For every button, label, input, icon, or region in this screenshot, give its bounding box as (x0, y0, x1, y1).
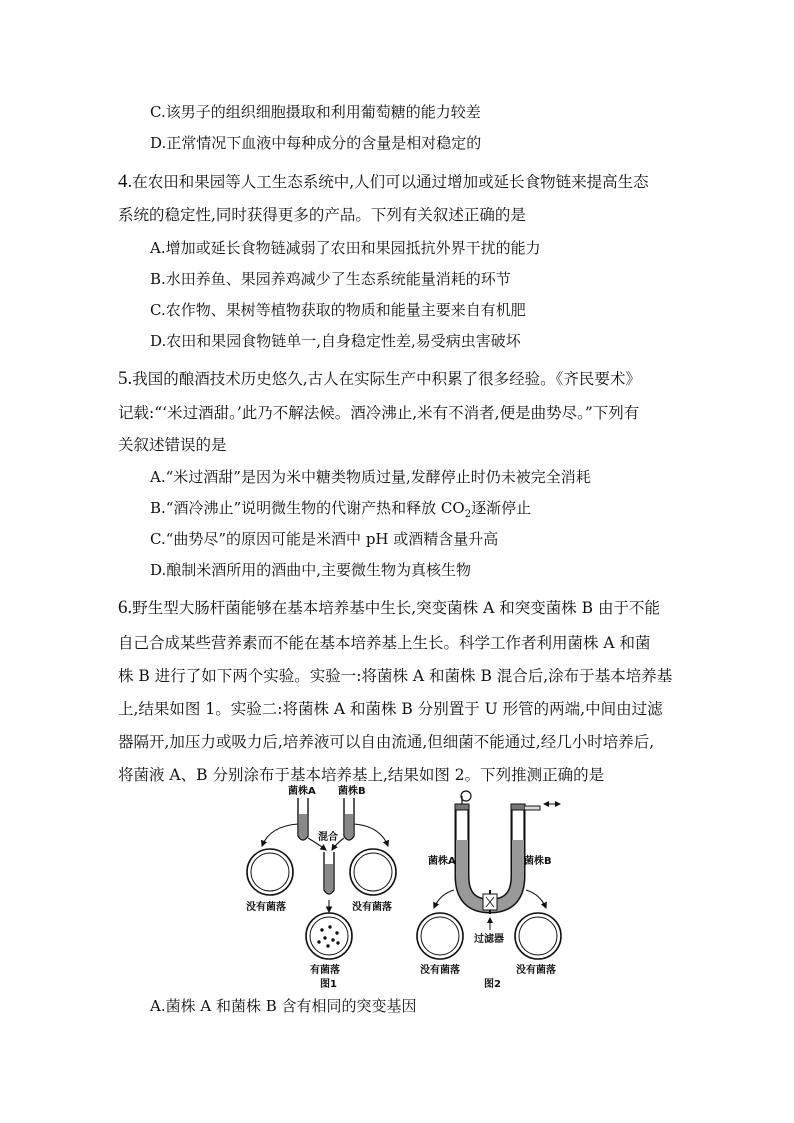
fig1-strain-b-label: 菌株B (338, 786, 366, 797)
q5-stem-line1 (118, 369, 641, 389)
q6-stem-line2: 自己合成某些营养素而不能在基本培养基上生长。科学工作者利用菌株 A 和菌 (118, 634, 651, 652)
q5-stem-line2: 记载:“‘米过酒甜。’此乃不解法候。酒冷沸止,米有不消者,便是曲势尽。”下列有 (118, 404, 640, 422)
q5-number: 5. (118, 368, 133, 389)
q4-number: 4. (118, 171, 133, 192)
petri-dish-icon (247, 849, 293, 895)
u-tube-icon (455, 791, 560, 914)
q3-option-d: D.正常情况下血液中每种成分的含量是相对稳定的 (150, 134, 482, 152)
experiment-figure (240, 780, 580, 995)
q4-stem-line2: 系统的稳定性,同时获得更多的产品。下列有关叙述正确的是 (118, 206, 526, 224)
q3-option-c: C.该男子的组织细胞摄取和利用葡萄糖的能力较差 (150, 103, 481, 121)
q4-option-d: D.农田和果园食物链单一,自身稳定性差,易受病虫害破坏 (150, 332, 521, 350)
fig2-strain-a-label: 菌株A (428, 856, 456, 867)
q5-option-b-sub: 2 (464, 509, 472, 520)
q5-option-b (150, 498, 531, 525)
petri-dish-icon (417, 913, 463, 959)
q4-stem-line1 (118, 172, 649, 192)
petri-dish-icon (350, 849, 396, 895)
q4-option-a: A.增加或延长食物链减弱了农田和果园抵抗外界干扰的能力 (150, 239, 541, 257)
q6-option-a: A.菌株 A 和菌株 B 含有相同的突变基因 (150, 997, 417, 1015)
q5-stem-line3: 关叙述错误的是 (118, 436, 227, 454)
mixed-tube-icon (324, 852, 334, 894)
fig1-no-colony-left: 没有菌落 (246, 902, 286, 913)
fig1-strain-a-label: 菌株A (288, 786, 316, 797)
petri-dish-icon (515, 913, 561, 959)
tube-a-icon (298, 798, 308, 840)
figure-1 (246, 784, 396, 990)
tube-b-icon (344, 798, 354, 840)
filter-label: 过滤器 (474, 934, 504, 945)
q6-stem-line1 (118, 598, 660, 618)
figure-2 (417, 791, 561, 990)
q5-option-c: C.“曲势尽”的原因可能是米酒中 pH 或酒精含量升高 (150, 530, 499, 548)
q6-stem-line5: 器隔开,加压力或吸力后,培养液可以自由流通,但细菌不能通过,经几小时培养后, (118, 733, 655, 751)
fig2-strain-b-label: 菌株B (524, 856, 552, 867)
fig2-no-colony-right: 没有菌落 (516, 965, 556, 976)
q4-option-b: B.水田养鱼、果园养鸡减少了生态系统能量消耗的环节 (150, 270, 511, 288)
q6-stem-line6: 将菌液 A、B 分别涂布于基本培养基上,结果如图 2。下列推测正确的是 (118, 766, 605, 784)
q5-option-b-post: 逐渐停止 (471, 499, 532, 517)
q6-stem-line3: 株 B 进行了如下两个实验。实验一:将菌株 A 和菌株 B 混合后,涂布于基本培养基 (118, 667, 673, 685)
q5-option-d: D.酿制米酒所用的酒曲中,主要微生物为真核生物 (150, 561, 472, 579)
fig1-no-colony-right: 没有菌落 (352, 902, 392, 913)
q6-number: 6. (118, 597, 133, 618)
q4-stem-text1: 在农田和果园等人工生态系统中,人们可以通过增加或延长食物链来提高生态 (132, 173, 649, 191)
fig2-no-colony-left: 没有菌落 (420, 965, 460, 976)
fig1-has-colony: 有菌落 (310, 965, 340, 976)
fig1-caption: 图1 (320, 979, 337, 990)
q5-option-b-pre: B.“酒冷沸止”说明微生物的代谢产热和释放 CO (150, 499, 465, 517)
q5-stem-text1: 我国的酿酒技术历史悠久,古人在实际生产中积累了很多经验。《齐民要术》 (132, 370, 641, 388)
fig2-caption: 图2 (484, 979, 501, 990)
q6-stem-text1: 野生型大肠杆菌能够在基本培养基中生长,突变菌株 A 和突变菌株 B 由于不能 (132, 599, 660, 617)
q5-option-a: A.“米过酒甜”是因为米中糖类物质过量,发酵停止时仍未被完全消耗 (150, 468, 591, 486)
q6-stem-line4: 上,结果如图 1。实验二:将菌株 A 和菌株 B 分别置于 U 形管的两端,中间由过滤 (118, 700, 663, 718)
colony-dish-icon (306, 913, 352, 959)
mix-label: 混合 (318, 832, 338, 843)
q4-option-c: C.农作物、果树等植物获取的物质和能量主要来自有机肥 (150, 301, 526, 319)
